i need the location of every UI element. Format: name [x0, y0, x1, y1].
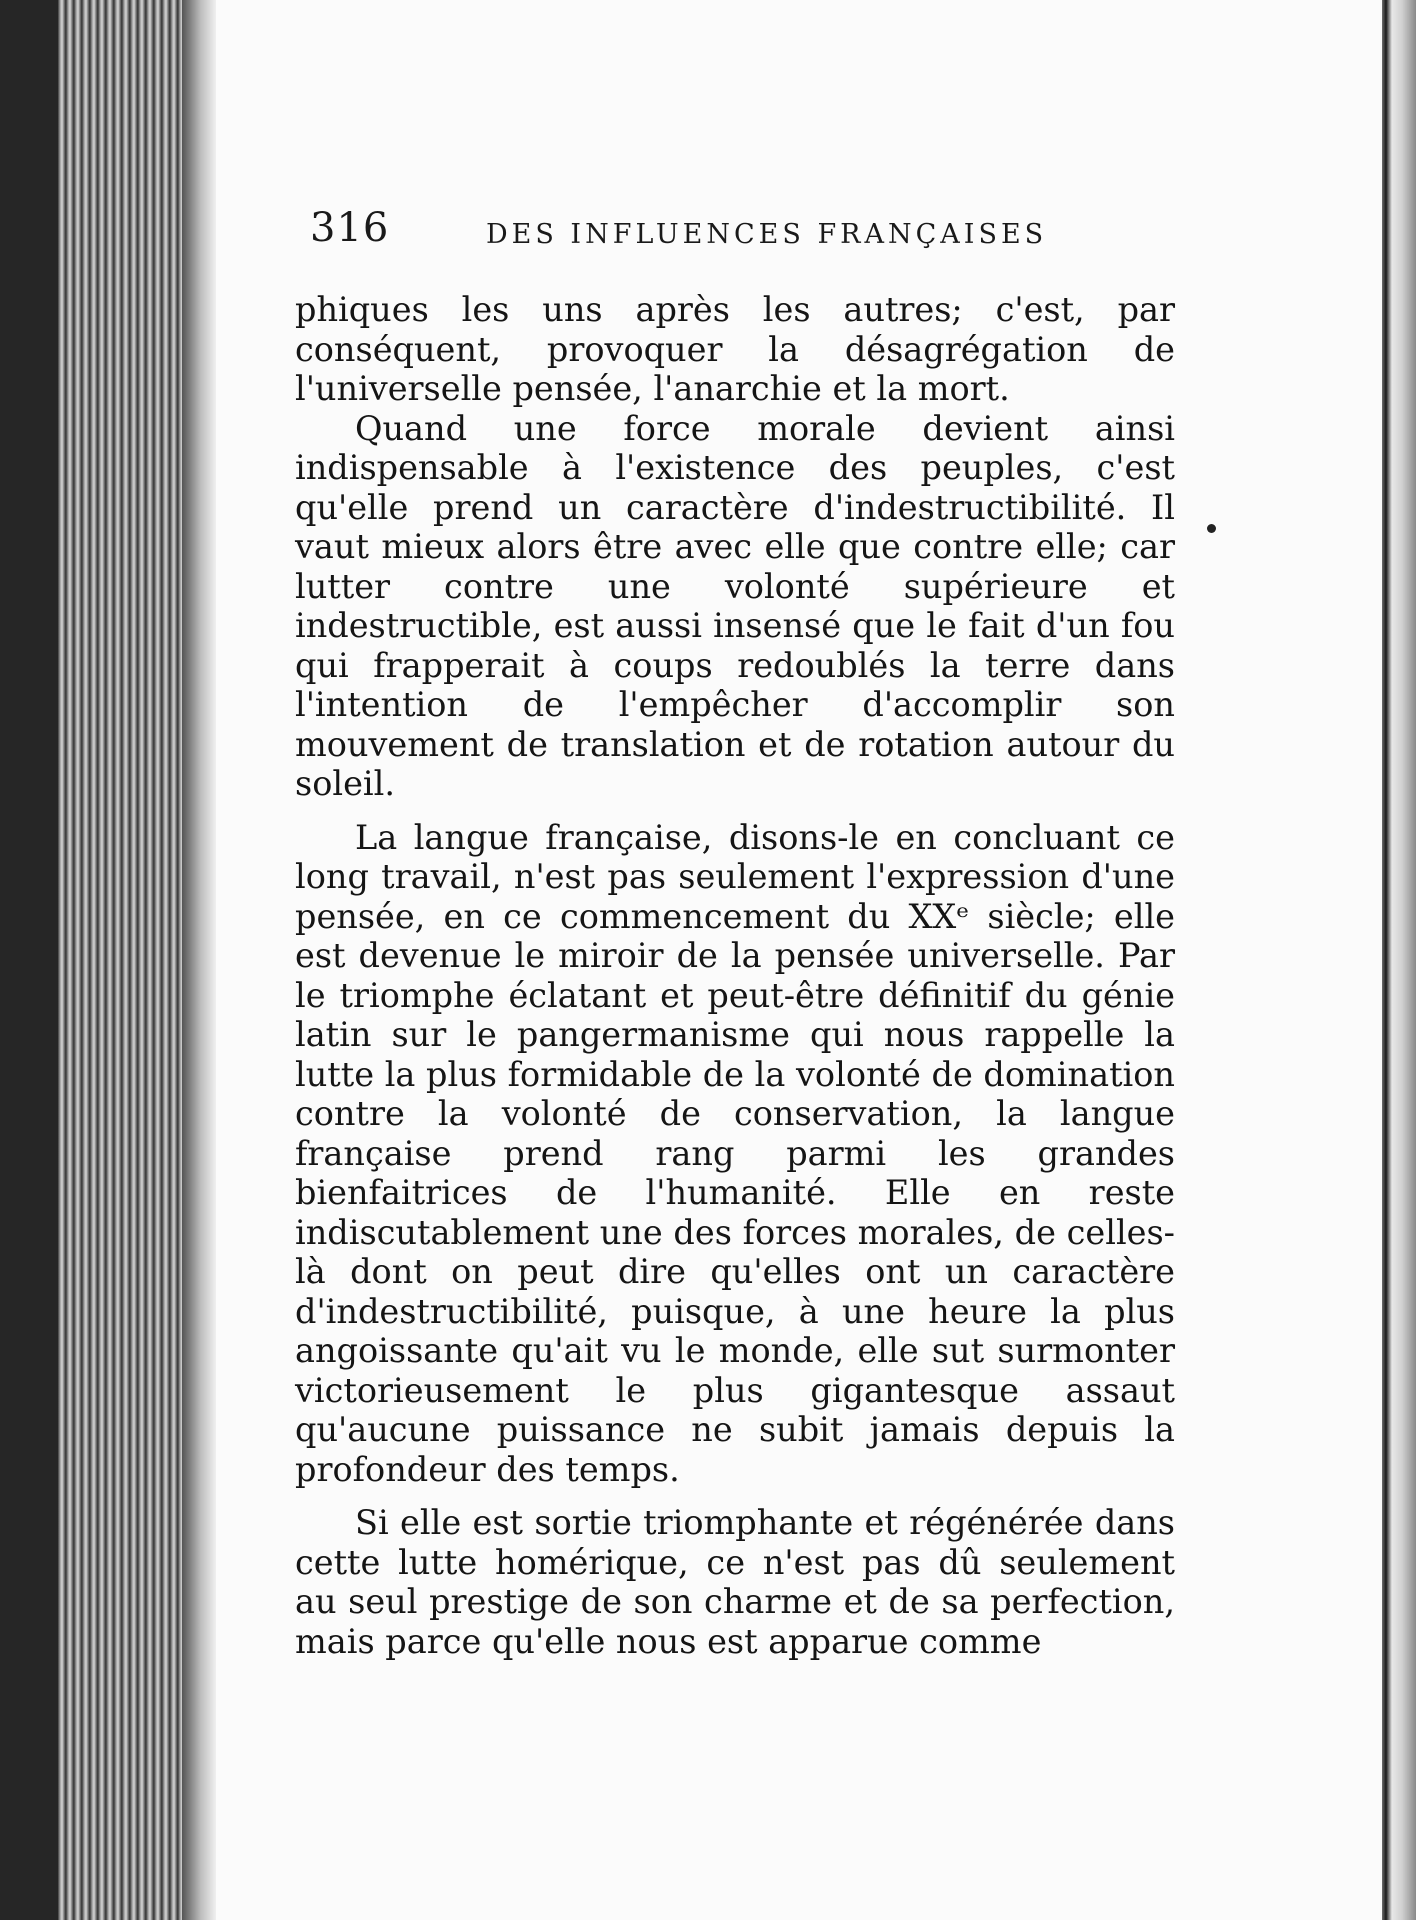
gutter-shadow [182, 0, 216, 1920]
paragraph-2: Quand une force morale devient ainsi indispensable à l'existence des peuples, c'est qu'elle prend un caractère d'indestructibilité. Il vaut mieux alors être avec elle que contre elle; car lutter contre une volonté supérieure et indestructible, est aussi insensé que le fait d'un fou qui frapperait à coups redoublés la terre dans l'intention de l'empêcher d'accomplir son mouvement de translation et de rotation autour du soleil. [295, 408, 1175, 803]
paragraph-1: phiques les uns après les autres; c'est, par conséquent, provoquer la désagrégation de l'universelle pensée, l'anarchie et la mort. [295, 290, 1175, 408]
margin-dot [1207, 524, 1216, 533]
page-header [310, 205, 1170, 265]
paragraph-3: La langue française, disons-le en concluant ce long travail, n'est pas seulement l'expression d'une pensée, en ce commencement du XXᵉ siècle; elle est devenue le miroir de la pensée universelle. Par le triomphe éclatant et peut-être définitif du génie latin sur le pangermanisme qui nous rappelle la lutte la plus formidable de la volonté de domination contre la volonté de conservation, la langue française prend rang parmi les grandes bienfaitrices de l'humanité. Elle en reste indiscutablement une des forces morales, de celles-là dont on peut dire qu'elles ont un caractère d'indestructibilité, puisque, à une heure la plus angoissante qu'ait vu le monde, elle sut surmonter victorieusement le plus gigantesque assaut qu'aucune puissance ne subit jamais depuis la profondeur des temps. [295, 817, 1175, 1489]
right-page-edge [1382, 0, 1416, 1920]
page-number: 316 [310, 205, 390, 251]
running-head: DES INFLUENCES FRANÇAISES [486, 219, 1048, 250]
body-text [295, 290, 1175, 1661]
paragraph-4: Si elle est sortie triomphante et régénérée dans cette lutte homérique, ce n'est pas dû seulement au seul prestige de son charme et de sa perfection, mais parce qu'elle nous est apparue comme [295, 1503, 1175, 1661]
